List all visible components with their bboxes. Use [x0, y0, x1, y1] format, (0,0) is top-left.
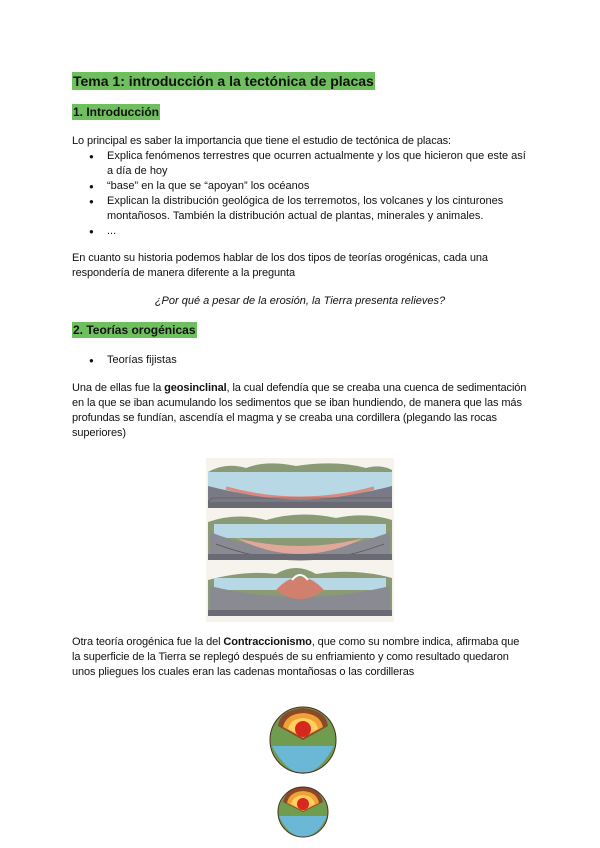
section-1-bullet-list — [72, 149, 528, 239]
section-1-heading: 1. Introducción — [73, 105, 160, 119]
history-paragraph: En cuanto su historia podemos hablar de los dos tipos de teorías orogénicas, cada una respondería de manera diferente a la pregunta — [72, 252, 488, 279]
section-2-bullet-list — [72, 353, 528, 368]
contraccionismo-paragraph: Otra teoría orogénica fue la del Contraccionismo, que como su nombre indica, afirmaba que la superficie de la Tierra se replegó después de su enfriamiento y como resultado quedaron unos pliegues los cuales eran las cadenas montañosas o las cordilleras — [72, 636, 520, 678]
list-item: ● Teorías fijistas — [72, 353, 528, 368]
geosyncline-figure — [206, 458, 394, 622]
geosyncline-stage-3 — [208, 568, 392, 616]
geosyncline-stage-2 — [208, 514, 392, 560]
list-item: ● Explican la distribución geológica de los terremotos, los volcanes y los cinturones montañosos. También la distribución actual de plantas, minerales y animales. — [72, 194, 528, 224]
section-2-heading: 2. Teorías orogénicas — [73, 323, 196, 337]
document-title — [72, 72, 375, 90]
geosinclinal-term: geosinclinal — [164, 382, 227, 394]
guiding-question: ¿Por qué a pesar de la erosión, la Tierra presenta relieves? — [154, 295, 446, 307]
title-highlight: Tema 1: introducción a la tectónica de placas — [73, 73, 374, 89]
contraccionismo-term: Contraccionismo — [223, 636, 312, 648]
list-item: ● ... — [72, 224, 528, 239]
earth-cutaway-small — [276, 782, 330, 840]
section-1-intro: Lo principal es saber la importancia que tiene el estudio de tectónica de placas: — [72, 135, 451, 147]
list-item: ● “base” en la que se “apoyan” los océanos — [72, 179, 528, 194]
earth-cutaway-large — [268, 702, 338, 778]
list-item: ● Explica fenómenos terrestres que ocurren actualmente y los que hicieron que este así a día de hoy — [72, 149, 528, 179]
geosinclinal-paragraph: Una de ellas fue la geosinclinal, la cual defendía que se creaba una cuenca de sedimentación en la que se iban acumulando los sedimentos que se iban hundiendo, de manera que las más profundas se fundían, ascendía el magma y se creaba una cordillera (plegando las rocas superiores) — [72, 382, 527, 439]
geosyncline-stage-1 — [208, 463, 392, 508]
